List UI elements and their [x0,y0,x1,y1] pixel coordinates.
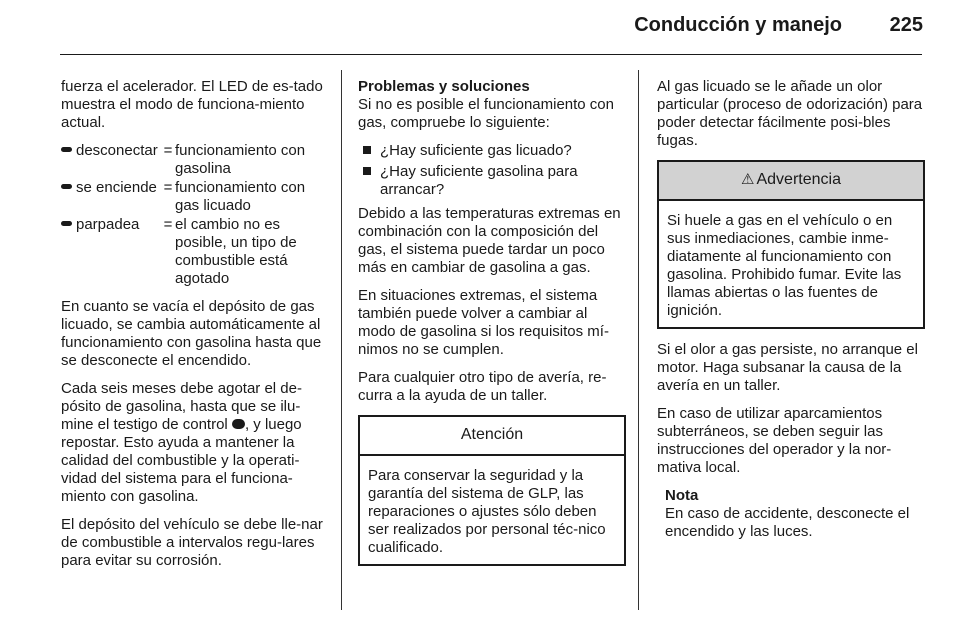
section-heading: Problemas y soluciones [358,78,530,95]
led-state: se enciende [76,179,157,196]
column-right [657,78,925,541]
warning-triangle-icon: ⚠ [741,171,755,188]
led-meaning: funcionamiento con gas licuado [175,179,306,214]
led-indicator-icon [61,184,72,189]
led-indicator-icon [61,147,72,152]
led-state: parpadea [76,216,140,233]
square-bullet-icon [363,167,371,175]
square-bullet-icon [363,146,371,154]
paragraph: En situaciones extremas, el sistema también puede volver a cambiar al modo de gasolina si los requisitos mí-nimos no se cumplen. [358,287,609,358]
paragraph: Debido a las temperaturas extremas en combinación con la composición del gas, el sistema puede tardar un poco más en cambiar de gasolina a gas. [358,205,621,276]
note [657,487,925,541]
checklist [358,142,626,199]
paragraph: Si no es posible el funcionamiento con gas, compruebe lo siguiente: [358,96,614,131]
led-meaning: funcionamiento con gasolina [175,142,306,177]
led-row [61,142,329,178]
column-separator [341,70,342,610]
led-state: desconectar [76,142,158,159]
note-body: En caso de accidente, desconecte el encendido y las luces. [665,505,910,540]
led-indicator-icon [61,221,72,226]
paragraph: Para cualquier otro tipo de avería, re-curra a la ayuda de un taller. [358,369,607,404]
column-separator [638,70,639,610]
warning-body: Si huele a gas en el vehículo o en sus inmediaciones, cambie inme-diatamente al funcionamiento con gasolina. Prohibido fumar. Evite las llamas abiertas o las fuentes de ignición. [667,212,902,319]
attention-title: Atención [360,417,624,456]
equals-sign: = [163,142,173,159]
led-row [61,216,329,288]
led-status-table [61,142,329,288]
led-row [61,179,329,215]
paragraph: El depósito del vehículo se debe lle-nar de combustible a intervalos regu-lares para evitar su corrosión. [61,516,323,569]
paragraph: Al gas licuado se le añade un olor particular (proceso de odorización) para poder detectar fácilmente posi-bles fugas. [657,78,923,149]
page-title: Conducción y manejo [634,14,842,36]
column-left [61,78,329,580]
paragraph: Cada seis meses debe agotar el de-pósito de gasolina, hasta que se ilu-mine el testigo de control , y luego repostar. Esto ayuda a mantener la calidad del combustible y la operati-vidad del sistema para el funciona-miento con gasolina. [61,380,302,505]
attention-box [358,415,626,566]
warning-box [657,160,925,329]
list-item: ¿Hay suficiente gas licuado? [358,142,626,160]
note-title: Nota [665,487,699,504]
column-middle [358,78,626,578]
page-number: 225 [889,14,923,36]
header-rule [60,54,922,55]
paragraph: En caso de utilizar aparcamientos subterráneos, se deben seguir las instrucciones del operador y la nor-mativa local. [657,405,892,476]
led-meaning: el cambio no es posible, un tipo de combustible está agotado [175,216,297,287]
paragraph: fuerza el acelerador. El LED de es-tado muestra el modo de funciona-miento actual. [61,78,323,131]
attention-body: Para conservar la seguridad y la garantía del sistema de GLP, las reparaciones o ajustes sólo deben ser realizados por personal téc-nico cualificado. [368,467,606,556]
equals-sign: = [163,179,173,196]
list-item: ¿Hay suficiente gasolina para arrancar? [358,163,626,199]
paragraph: Si el olor a gas persiste, no arranque el motor. Haga subsanar la causa de la avería en un taller. [657,341,918,394]
equals-sign: = [163,216,173,233]
paragraph: En cuanto se vacía el depósito de gas licuado, se cambia automáticamente al funcionamiento con gasolina hasta que se desconecte el encendido. [61,298,322,369]
petrol-control-lamp-icon [232,419,245,429]
warning-title: Advertencia [756,171,841,188]
